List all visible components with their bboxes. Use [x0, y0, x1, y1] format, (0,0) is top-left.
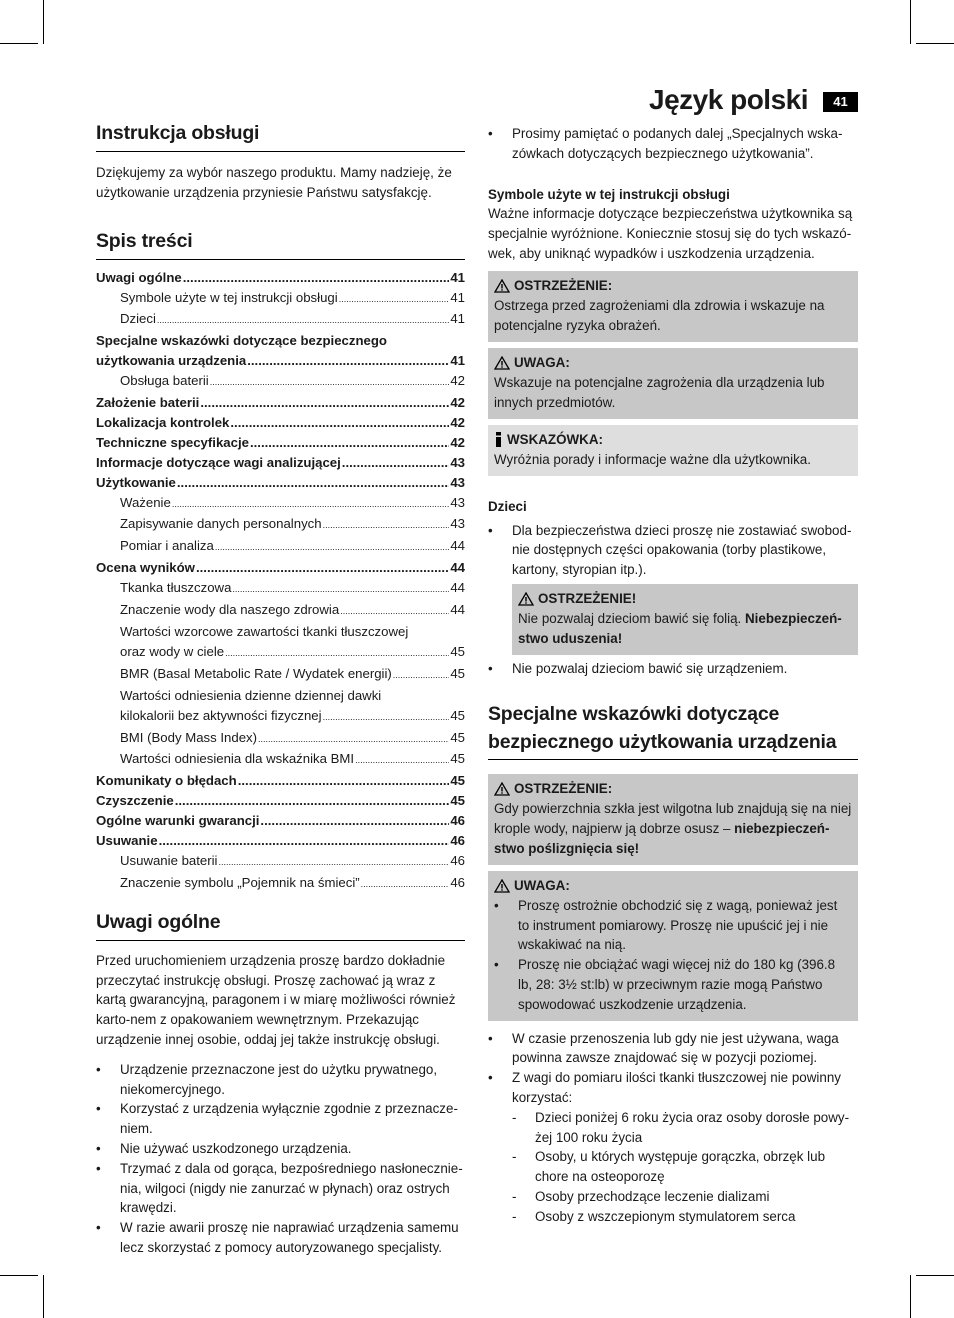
symbols-title: Symbole użyte w tej instrukcji obsługi	[488, 186, 730, 202]
toc-leader-dots	[196, 558, 449, 578]
toc-entry-title: Wartości odniesienia dla wskaźnika BMI	[120, 751, 355, 767]
toc-entry[interactable]	[96, 536, 465, 558]
crop-mark	[43, 1275, 44, 1318]
warning-box	[488, 271, 858, 342]
children-warning-emphasis: Niebezpieczeństwo uduszenia!	[518, 610, 842, 646]
toc-entry-title: oraz wody w ciele	[120, 643, 225, 659]
toc-leader-dots	[232, 578, 449, 600]
toc-entry-title: Czyszczenie	[96, 793, 174, 809]
toc-entry: Wartości wzorcowe zawartości tkanki tłuszczowej	[120, 624, 409, 639]
toc-leader-dots	[219, 851, 450, 873]
toc-entry[interactable]	[96, 371, 465, 393]
warning-triangle-icon	[494, 356, 510, 370]
toc-entry-page: 43	[450, 494, 465, 510]
toc-leader-dots	[225, 642, 449, 664]
crop-mark	[0, 43, 38, 44]
toc-entry[interactable]	[96, 706, 465, 728]
toc-entry[interactable]	[96, 309, 465, 331]
toc-entry-title: Usuwanie baterii	[120, 852, 218, 868]
toc-leader-dots	[323, 514, 450, 536]
toc-entry[interactable]	[96, 771, 465, 791]
crop-mark	[916, 43, 954, 44]
toc-entry[interactable]	[96, 791, 465, 811]
toc-entry-title: Informacje dotyczące wagi analizującej	[96, 454, 341, 470]
toc-entry-title: Pomiar i analiza	[120, 538, 214, 554]
toc-entry[interactable]	[96, 851, 465, 873]
toc-leader-dots	[361, 873, 450, 895]
toc-leader-dots	[238, 771, 450, 791]
warning-triangle-icon	[494, 279, 510, 293]
toc-entry-title: Lokalizacja kontrolek	[96, 414, 230, 430]
children-warning-text: Nie pozwalaj dzieciom bawić się folią.	[518, 610, 745, 626]
toc-leader-dots	[230, 413, 449, 433]
toc-leader-dots	[250, 433, 449, 453]
toc-entry[interactable]	[96, 728, 465, 750]
toc-entry-title: Techniczne specyfikacje	[96, 434, 249, 450]
intro-bullet-list	[488, 124, 858, 164]
toc-entry-page: 41	[450, 289, 465, 305]
warning-box-text: Ostrzega przed zagrożeniami dla zdrowia i wskazuje na potencjalne ryzyka obrażeń.	[494, 297, 825, 333]
list-item: • W razie awarii proszę nie naprawiać urządzenia samemu lecz skorzystać z pomocy autoryzowanego specjalisty.	[96, 1218, 465, 1258]
toc-entry[interactable]	[96, 831, 465, 851]
list-item: • Dla bezpieczeństwa dzieci proszę nie zostawiać swobodnie dostępnych części opakowania (torby plastikowe, kartony, styropian itp.).	[488, 521, 858, 580]
toc-entry-page: 42	[450, 414, 465, 430]
toc-entry[interactable]	[96, 413, 465, 433]
warning-triangle-icon	[494, 879, 510, 893]
list-item: • Nie pozwalaj dzieciom bawić się urządzeniem.	[488, 659, 858, 679]
slip-warning-text: Gdy powierzchnia szkła jest wilgotna lub znajdują się na niej krople wody, najpierw ją dobrze osusz –	[494, 800, 852, 836]
toc-entry-page: 42	[450, 373, 465, 389]
toc-leader-dots	[183, 268, 450, 288]
toc-entry-title: Ważenie	[120, 494, 171, 510]
warning-box-heading: OSTRZEŻENIE:	[514, 277, 613, 293]
list-item: • Korzystać z urządzenia wyłącznie zgodnie z przeznaczeniem.	[96, 1099, 465, 1139]
toc-entry-title: Komunikaty o błędach	[96, 773, 237, 789]
info-icon	[494, 432, 503, 447]
toc-leader-dots	[340, 600, 449, 622]
toc-entry-page: 42	[450, 434, 465, 450]
toc-entry-title: kilokalorii bez aktywności fizycznej	[120, 707, 322, 723]
toc-entry-title: Zapisywanie danych personalnych	[120, 516, 322, 532]
toc-entry[interactable]	[96, 473, 465, 493]
list-item: • Trzymać z dala od gorąca, bezpośredniego nasłonecznienia, wilgoci (nigdy nie zanurzać w płynach) oraz ostrych krawędzi.	[96, 1159, 465, 1218]
list-item: • Prosimy pamiętać o podanych dalej „Specjalnych wskazówkach dotyczących bezpiecznego użytkowania”.	[488, 124, 858, 164]
crop-mark	[910, 0, 911, 44]
toc-leader-dots	[172, 493, 450, 515]
toc-entry-title: Znaczenie symbolu „Pojemnik na śmieci”	[120, 874, 360, 890]
toc-entry-page: 45	[450, 793, 465, 809]
toc-leader-dots	[260, 811, 449, 831]
crop-mark	[0, 1275, 38, 1276]
table-of-contents	[96, 268, 465, 895]
toc-entry-page: 45	[450, 751, 465, 767]
toc-entry[interactable]	[96, 642, 465, 664]
children-list-2	[488, 659, 858, 679]
slip-warning-box	[488, 774, 858, 865]
children-warning-box	[512, 584, 858, 655]
toc-entry: Wartości odniesienia dzienne dziennej dawki	[120, 687, 382, 703]
toc-entry-title: Użytkowanie	[96, 474, 176, 490]
list-item: • Z wagi do pomiaru ilości tkanki tłuszczowej nie powinny korzystać:	[488, 1068, 858, 1108]
toc-entry-page: 45	[450, 773, 465, 789]
slip-warning-emphasis: niebezpieczeństwo poślizgnięcia się!	[494, 820, 830, 856]
general-notes-text: Przed uruchomieniem urządzenia proszę bardzo dokładnie przeczytać instrukcję obsługi. Proszę zachować ją wraz z kartą gwarancyjną, paragonem i w miarę możliwości również karto-nem z opakowaniem wewnętrznym. Przekazując urządzenie innej osobie, oddaj jej także instrukcję obsługi.	[96, 952, 456, 1047]
section-title-safety: Specjalne wskazówki dotyczące bezpiecznego użytkowania urządzenia	[488, 700, 858, 760]
list-item: • Proszę ostrożnie obchodzić się z wagą, ponieważ jest to instrument pomiarowy. Proszę nie upuścić jej i nie wskakiwać na nią.	[494, 896, 852, 955]
scale-caution-list	[494, 896, 852, 1015]
intro-text: Dziękujemy za wybór naszego produktu. Mamy nadzieję, że użytkowanie urządzenia przyniesie Państwu satysfakcję.	[96, 165, 452, 200]
toc-entry-page: 45	[450, 707, 465, 723]
toc-entry-title: Założenie baterii	[96, 395, 200, 411]
toc-entry-title: BMI (Body Mass Index)	[120, 729, 258, 745]
toc-leader-dots	[159, 831, 450, 851]
excluded-users-list	[488, 1108, 858, 1227]
toc-entry-page: 41	[450, 269, 465, 285]
left-column	[96, 120, 465, 1258]
warning-triangle-icon	[518, 592, 534, 606]
toc-leader-dots	[210, 371, 450, 393]
toc-entry-page: 45	[450, 643, 465, 659]
right-column	[488, 124, 858, 1227]
toc-leader-dots	[215, 536, 450, 558]
toc-entry-title: Usuwanie	[96, 833, 158, 849]
tip-box-heading: WSKAZÓWKA:	[507, 431, 603, 447]
toc-entry-page: 46	[450, 852, 465, 868]
toc-entry-page: 44	[450, 538, 465, 554]
toc-entry[interactable]	[96, 351, 465, 371]
toc-entry-title: Obsługa baterii	[120, 373, 209, 389]
toc-entry-page: 43	[450, 516, 465, 532]
toc-entry-title: Uwagi ogólne	[96, 269, 182, 285]
toc-entry-page: 46	[450, 813, 465, 829]
list-item: • Nie używać uszkodzonego urządzenia.	[96, 1139, 465, 1159]
toc-entry-title: Ocena wyników	[96, 560, 195, 576]
toc-entry[interactable]	[96, 873, 465, 895]
toc-leader-dots	[323, 706, 450, 728]
toc-leader-dots	[355, 749, 449, 771]
crop-mark	[43, 0, 44, 44]
children-title: Dzieci	[488, 498, 527, 514]
toc-entry-title: Ogólne warunki gwarancji	[96, 813, 260, 829]
scale-caution-box	[488, 871, 858, 1021]
children-warning-heading: OSTRZEŻENIE!	[538, 590, 637, 606]
toc-entry-title: użytkowania urządzenia	[96, 353, 247, 369]
toc-entry-page: 43	[450, 474, 465, 490]
toc-leader-dots	[177, 473, 449, 493]
tip-box-text: Wyróżnia porady i informacje ważne dla użytkownika.	[494, 451, 811, 467]
toc-entry-page: 41	[450, 353, 465, 369]
toc-entry-title: Dzieci	[120, 311, 156, 327]
toc-leader-dots	[339, 288, 450, 310]
toc-entry-page: 45	[450, 729, 465, 745]
toc-entry: Specjalne wskazówki dotyczące bezpiecznego	[96, 333, 387, 349]
warning-triangle-icon	[494, 782, 510, 796]
toc-leader-dots	[342, 453, 450, 473]
toc-entry-title: Znaczenie wody dla naszego zdrowia	[120, 602, 340, 618]
slip-warning-heading: OSTRZEŻENIE:	[514, 780, 613, 796]
toc-entry-title: Symbole użyte w tej instrukcji obsługi	[120, 289, 338, 305]
section-title-general-notes: Uwagi ogólne	[96, 909, 465, 941]
toc-entry-title: Tkanka tłuszczowa	[120, 580, 232, 596]
toc-entry-page: 41	[450, 311, 465, 327]
toc-entry[interactable]	[96, 514, 465, 536]
list-item: - Dzieci poniżej 6 roku życia oraz osoby dorosłe powyżej 100 roku życia	[512, 1108, 858, 1148]
toc-entry-page: 44	[450, 602, 465, 618]
crop-mark	[910, 1275, 911, 1318]
toc-entry[interactable]	[96, 393, 465, 413]
toc-entry[interactable]	[96, 453, 465, 473]
page-title: Język polski	[649, 84, 808, 115]
toc-entry-page: 45	[450, 665, 465, 681]
list-item: - Osoby, u których występuje gorączka, obrzęk lub chore na osteoporozę	[512, 1147, 858, 1187]
toc-leader-dots	[157, 309, 449, 331]
toc-entry-page: 42	[450, 395, 465, 411]
list-item: • Proszę nie obciążać wagi więcej niż do 180 kg (396.8 lb, 28: 3½ st:lb) w przeciwnym razie mogą Państwo spowodować uszkodzenie urządzenia.	[494, 955, 852, 1014]
general-notes-list	[96, 1060, 465, 1258]
toc-leader-dots	[200, 393, 449, 413]
toc-entry-page: 44	[450, 580, 465, 596]
caution-box	[488, 348, 858, 419]
toc-leader-dots	[175, 791, 450, 811]
toc-entry-page: 43	[450, 454, 465, 470]
safety-list	[488, 1029, 858, 1108]
list-item: • W czasie przenoszenia lub gdy nie jest używana, waga powinna zawsze znajdować się w pozycji poziomej.	[488, 1029, 858, 1069]
section-title-instructions: Instrukcja obsługi	[96, 120, 465, 152]
tip-box	[488, 425, 858, 476]
toc-entry-page: 46	[450, 874, 465, 890]
toc-entry[interactable]	[96, 268, 465, 288]
caution-box-text: Wskazuje na potencjalne zagrożenia dla urządzenia lub innych przedmiotów.	[494, 374, 825, 410]
toc-entry-page: 44	[450, 560, 465, 576]
toc-entry[interactable]	[96, 433, 465, 453]
section-title-toc: Spis treści	[96, 228, 465, 260]
toc-entry-page: 46	[450, 833, 465, 849]
children-list	[488, 521, 858, 580]
caution-box-heading: UWAGA:	[514, 354, 570, 370]
toc-entry[interactable]	[96, 558, 465, 578]
toc-entry[interactable]	[96, 811, 465, 831]
symbols-text: Ważne informacje dotyczące bezpieczeństwa użytkownika są specjalnie wyróżnione. Koniecznie stosuj się do tych wskazówek, aby uniknąć wypadków i uszkodzenia urządzenia.	[488, 206, 853, 261]
toc-entry[interactable]	[96, 600, 465, 622]
toc-entry[interactable]	[96, 578, 465, 600]
toc-entry[interactable]	[96, 664, 465, 686]
scale-caution-heading: UWAGA:	[514, 877, 570, 893]
toc-entry[interactable]	[96, 749, 465, 771]
crop-mark	[916, 1275, 954, 1276]
toc-entry[interactable]	[96, 493, 465, 515]
list-item: - Osoby z wszczepionym stymulatorem serca	[512, 1207, 858, 1227]
toc-entry-title: BMR (Basal Metabolic Rate / Wydatek energii)	[120, 665, 392, 681]
list-item: - Osoby przechodzące leczenie dializami	[512, 1187, 858, 1207]
list-item: • Urządzenie przeznaczone jest do użytku prywatnego, niekomercyjnego.	[96, 1060, 465, 1100]
toc-entry[interactable]	[96, 288, 465, 310]
toc-leader-dots	[258, 728, 449, 750]
toc-leader-dots	[247, 351, 449, 371]
toc-leader-dots	[393, 664, 450, 686]
page-number: 41	[823, 92, 858, 112]
